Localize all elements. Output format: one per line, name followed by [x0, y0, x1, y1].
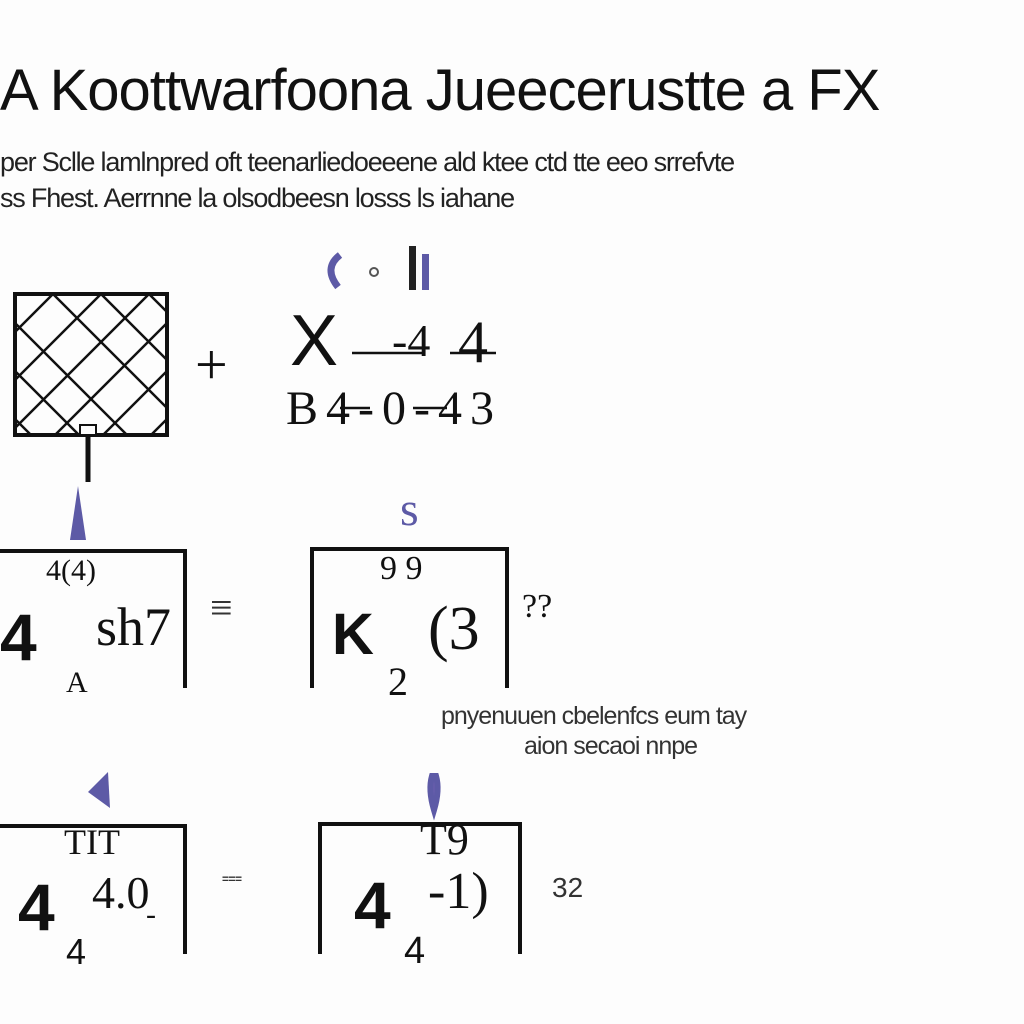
- row3-right-small: -1): [428, 863, 489, 920]
- lattice-box: [15, 294, 167, 482]
- row3-left-big: 4: [18, 870, 55, 944]
- row2-right-small: (3: [428, 595, 480, 663]
- note-line-2: aion secaoi nnpe: [524, 732, 698, 760]
- formula-row-2: B 4 - 0 - 4 3: [286, 382, 492, 435]
- row3-arrow-right-shape: [430, 776, 437, 810]
- row2-side-label: ??: [522, 588, 553, 625]
- row2-right-top: 9 9: [380, 550, 423, 587]
- formula-term-2: 4: [458, 309, 488, 375]
- row2-left-big: 4: [0, 600, 37, 674]
- formula-term-1: -4: [392, 315, 431, 366]
- row2-arrow-left-shape: [70, 486, 86, 540]
- page-title: A Koottwarfoona Jueecerustte a FX: [0, 58, 880, 123]
- row3-right-big: 4: [354, 868, 391, 942]
- row3-side-label: 32: [552, 872, 584, 903]
- row3-left-small: 4.0: [92, 867, 150, 918]
- intro-line-1: per Sclle lamlnpred oft teenarliedoeeene ald ktee ctd tte eeo srrefvte: [0, 147, 734, 177]
- row3-right-top: T9: [420, 815, 469, 864]
- row2-arrow-right: s: [400, 483, 419, 536]
- note-line-1: pnyenuuen cbelenfcs eum tay: [441, 702, 747, 730]
- row3-operator: ===: [222, 872, 242, 886]
- row2-equals: ≡: [210, 585, 233, 630]
- intro-line-2: ss Fhest. Aerrnne la olsodbeesn losss ls iahane: [0, 183, 514, 213]
- row3-left-dash: -: [146, 898, 156, 931]
- row3-left-below: 4: [66, 931, 87, 972]
- top-marks: [331, 246, 429, 290]
- row2-right-below: 2: [388, 659, 408, 704]
- row2-left-small: sh7: [96, 597, 172, 657]
- row3-arrow-left-shape: [88, 772, 110, 808]
- plus-operator: +: [195, 332, 228, 397]
- formula-variable: X: [290, 301, 339, 381]
- row2-right-big: K: [332, 602, 374, 667]
- row2-left-top: 4(4): [46, 554, 96, 587]
- row3-left-top: TIT: [64, 822, 120, 862]
- row3-right-below: 4: [404, 930, 426, 972]
- row2-left-below: A: [66, 666, 88, 699]
